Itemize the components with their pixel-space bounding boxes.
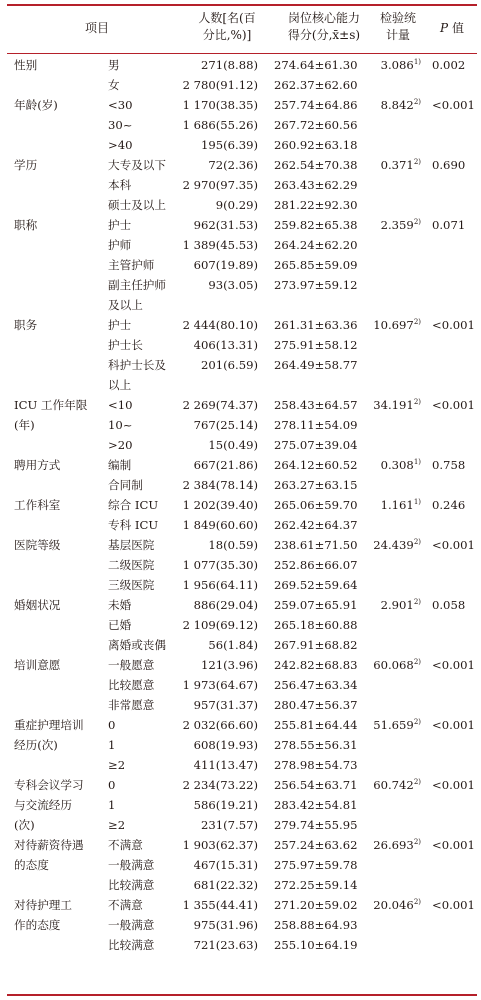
row-subgroup: 女	[108, 78, 120, 92]
row-count: 18(0.59)	[208, 538, 258, 552]
row-p-value: 0.071	[432, 218, 466, 232]
header-stat-line1: 检验统	[379, 11, 416, 25]
row-score: 264.12±60.52	[274, 458, 358, 472]
row-subgroup: 一般满意	[108, 858, 155, 872]
row-score: 265.85±59.09	[274, 258, 358, 272]
row-score: 269.52±59.64	[274, 578, 358, 592]
row-statistic: 60.742$^{2)}$	[373, 778, 421, 792]
row-subgroup: 0	[108, 778, 116, 792]
row-count: 93(3.05)	[208, 278, 258, 292]
row-count: 201(6.59)	[201, 358, 258, 372]
row-statistic: 8.842$^{2)}$	[380, 98, 421, 112]
table-row	[0, 776, 481, 795]
table-row	[0, 576, 481, 595]
row-statistic: 60.068$^{2)}$	[373, 658, 421, 672]
row-count: 975(31.96)	[193, 918, 258, 932]
table-row	[0, 876, 481, 895]
row-statistic: 24.439$^{2)}$	[373, 538, 421, 552]
row-score: 283.42±54.81	[274, 798, 358, 812]
row-score: 281.22±92.30	[274, 198, 358, 212]
row-statistic: 2.901$^{2)}$	[380, 598, 421, 612]
row-count: 406(13.31)	[193, 338, 258, 352]
row-category: 学历	[14, 158, 38, 172]
row-subgroup: 30~	[108, 118, 133, 132]
table-row	[0, 896, 481, 915]
header-count	[182, 10, 272, 44]
row-subgroup: 一般愿意	[108, 658, 155, 672]
table-row	[0, 56, 481, 75]
row-subgroup: 三级医院	[108, 578, 155, 592]
table-row	[0, 796, 481, 815]
row-count: 2 234(73.22)	[182, 778, 258, 792]
row-score: 267.72±60.56	[274, 118, 358, 132]
table-bottom-rule	[7, 994, 477, 996]
row-count: 2 444(80.10)	[182, 318, 258, 332]
header-score	[274, 10, 374, 44]
row-score: 262.54±70.38	[274, 158, 358, 172]
row-statistic-note: 2)	[413, 778, 421, 786]
row-score: 264.49±58.77	[274, 358, 358, 372]
row-subgroup: 编制	[108, 458, 132, 472]
row-subgroup: 二级医院	[108, 558, 155, 572]
row-statistic: 2.359$^{2)}$	[380, 218, 421, 232]
row-count: 962(31.53)	[193, 218, 258, 232]
header-p	[430, 20, 474, 37]
row-score: 279.74±55.95	[274, 818, 358, 832]
row-statistic: 0.371$^{2)}$	[380, 158, 421, 172]
row-score: 259.07±65.91	[274, 598, 358, 612]
table-row	[0, 316, 481, 335]
table-row	[0, 256, 481, 275]
row-category: (年)	[14, 418, 35, 432]
table-row	[0, 156, 481, 175]
row-count: 271(8.88)	[201, 58, 258, 72]
row-count: 1 973(64.67)	[182, 678, 258, 692]
table-row	[0, 536, 481, 555]
row-p-value: <0.001	[432, 318, 475, 332]
row-count: 957(31.37)	[193, 698, 258, 712]
row-count: 681(22.32)	[193, 878, 258, 892]
table-row	[0, 756, 481, 775]
table-row	[0, 276, 481, 295]
row-count: 1 903(62.37)	[182, 838, 258, 852]
row-category: ICU 工作年限	[14, 398, 88, 412]
row-statistic: 51.659$^{2)}$	[373, 718, 421, 732]
table-row	[0, 596, 481, 615]
table-row	[0, 196, 481, 215]
row-statistic: 26.693$^{2)}$	[373, 838, 421, 852]
row-category: 婚姻状况	[14, 598, 61, 612]
row-count: 2 269(74.37)	[182, 398, 258, 412]
row-subgroup: 合同制	[108, 478, 143, 492]
row-subgroup: 及以上	[108, 298, 143, 312]
row-p-value: <0.001	[432, 398, 475, 412]
row-statistic: 0.308$^{1)}$	[380, 458, 421, 472]
row-score: 262.37±62.60	[274, 78, 358, 92]
row-p-value: 0.690	[432, 158, 466, 172]
row-count: 121(3.96)	[201, 658, 258, 672]
table-row	[0, 556, 481, 575]
header-item	[62, 20, 132, 37]
row-p-value: 0.002	[432, 58, 466, 72]
row-count: 886(29.04)	[193, 598, 258, 612]
table-row	[0, 176, 481, 195]
table-row	[0, 856, 481, 875]
header-p-word: 值	[448, 21, 464, 35]
row-statistic-note: 2)	[413, 898, 421, 906]
row-category: 培训意愿	[14, 658, 61, 672]
table-row	[0, 96, 481, 115]
row-count: 608(19.93)	[193, 738, 258, 752]
row-subgroup: <30	[108, 98, 133, 112]
header-count-line1: 人数[名(百	[198, 11, 256, 25]
row-score: 272.25±59.14	[274, 878, 358, 892]
row-subgroup: 比较满意	[108, 878, 155, 892]
table-row	[0, 836, 481, 855]
header-score-line2: 得分(分,x̄±s)	[287, 28, 361, 42]
row-score: 275.07±39.04	[274, 438, 358, 452]
row-count: 767(25.14)	[193, 418, 258, 432]
row-statistic-note: 1)	[413, 498, 421, 506]
table-row	[0, 916, 481, 935]
row-subgroup: ≥2	[108, 818, 126, 832]
row-score: 252.86±66.07	[274, 558, 358, 572]
table-row	[0, 936, 481, 955]
row-category: 对待护理工	[14, 898, 72, 912]
row-subgroup: 1	[108, 798, 116, 812]
table-row	[0, 76, 481, 95]
row-statistic-note: 2)	[413, 538, 421, 546]
header-count-line2: 分比,%)]	[202, 28, 252, 42]
table-row	[0, 296, 481, 315]
row-category: 作的态度	[14, 918, 61, 932]
row-category: 专科会议学习	[14, 778, 84, 792]
row-score: 278.11±54.09	[274, 418, 358, 432]
row-subgroup: 不满意	[108, 898, 143, 912]
row-count: 467(15.31)	[193, 858, 258, 872]
row-score: 257.24±63.62	[274, 838, 358, 852]
table-row	[0, 656, 481, 675]
row-statistic: 3.086$^{1)}$	[380, 58, 421, 72]
row-score: 257.74±64.86	[274, 98, 358, 112]
row-subgroup: 护师	[108, 238, 132, 252]
table-row	[0, 476, 481, 495]
table-row	[0, 696, 481, 715]
row-score: 280.47±56.37	[274, 698, 358, 712]
row-subgroup: 综合 ICU	[108, 498, 159, 512]
row-category: 职务	[14, 318, 38, 332]
header-p-letter: P	[440, 21, 449, 35]
row-statistic-note: 2)	[413, 98, 421, 106]
row-category: (次)	[14, 818, 35, 832]
row-score: 256.47±63.34	[274, 678, 358, 692]
row-statistic-note: 2)	[413, 598, 421, 606]
row-subgroup: 一般满意	[108, 918, 155, 932]
row-subgroup: 科护士长及	[108, 358, 166, 372]
row-subgroup: ≥2	[108, 758, 126, 772]
row-statistic-note: 1)	[413, 58, 421, 66]
row-subgroup: 护士	[108, 218, 132, 232]
row-p-value: <0.001	[432, 538, 475, 552]
table-row	[0, 116, 481, 135]
row-score: 242.82±68.83	[274, 658, 358, 672]
row-score: 255.10±64.19	[274, 938, 358, 952]
row-subgroup: 未婚	[108, 598, 132, 612]
row-statistic-note: 2)	[413, 218, 421, 226]
row-p-value: 0.758	[432, 458, 466, 472]
row-count: 667(21.86)	[193, 458, 258, 472]
row-score: 265.18±60.88	[274, 618, 358, 632]
row-subgroup: 副主任护师	[108, 278, 166, 292]
row-category: 对待薪资待遇	[14, 838, 84, 852]
row-category: 年龄(岁)	[14, 98, 58, 112]
row-p-value: <0.001	[432, 898, 475, 912]
row-subgroup: 本科	[108, 178, 132, 192]
row-subgroup: 护士	[108, 318, 132, 332]
row-statistic: 34.191$^{2)}$	[373, 398, 421, 412]
row-category: 聘用方式	[14, 458, 61, 472]
row-statistic-note: 2)	[413, 718, 421, 726]
row-statistic-note: 2)	[413, 158, 421, 166]
row-subgroup: >20	[108, 438, 133, 452]
row-score: 261.31±63.36	[274, 318, 358, 332]
row-count: 1 355(44.41)	[182, 898, 258, 912]
row-p-value: <0.001	[432, 718, 475, 732]
row-count: 1 077(35.30)	[182, 558, 258, 572]
row-count: 586(19.21)	[193, 798, 258, 812]
row-subgroup: 基层医院	[108, 538, 155, 552]
table-row	[0, 356, 481, 375]
row-p-value: 0.058	[432, 598, 466, 612]
row-count: 1 849(60.60)	[182, 518, 258, 532]
table-top-rule	[7, 4, 477, 6]
row-statistic: 10.697$^{2)}$	[373, 318, 421, 332]
row-p-value: <0.001	[432, 778, 475, 792]
row-score: 271.20±59.02	[274, 898, 358, 912]
row-score: 238.61±71.50	[274, 538, 358, 552]
row-statistic: 1.161$^{1)}$	[380, 498, 421, 512]
row-subgroup: 离婚或丧偶	[108, 638, 166, 652]
row-count: 15(0.49)	[208, 438, 258, 452]
row-subgroup: 以上	[108, 378, 132, 392]
row-category: 职称	[14, 218, 38, 232]
row-subgroup: 10~	[108, 418, 133, 432]
row-score: 262.42±64.37	[274, 518, 358, 532]
table-row	[0, 716, 481, 735]
table-row	[0, 736, 481, 755]
row-count: 1 956(64.11)	[182, 578, 258, 592]
row-category: 经历(次)	[14, 738, 58, 752]
row-score: 273.97±59.12	[274, 278, 358, 292]
row-count: 1 686(55.26)	[182, 118, 258, 132]
row-statistic-note: 2)	[413, 398, 421, 406]
table-row	[0, 816, 481, 835]
row-subgroup: >40	[108, 138, 133, 152]
row-score: 274.64±61.30	[274, 58, 358, 72]
row-score: 255.81±64.44	[274, 718, 358, 732]
row-count: 721(23.63)	[193, 938, 258, 952]
row-score: 264.24±62.20	[274, 238, 358, 252]
row-subgroup: 专科 ICU	[108, 518, 159, 532]
row-subgroup: 0	[108, 718, 116, 732]
row-statistic-note: 1)	[413, 458, 421, 466]
row-subgroup: 主管护师	[108, 258, 155, 272]
row-category: 医院等级	[14, 538, 61, 552]
table-row	[0, 216, 481, 235]
row-p-value: <0.001	[432, 98, 475, 112]
table-row	[0, 456, 481, 475]
table-row	[0, 376, 481, 395]
header-stat-line2: 计量	[385, 28, 410, 42]
row-score: 256.54±63.71	[274, 778, 358, 792]
row-count: 72(2.36)	[208, 158, 258, 172]
row-count: 231(7.57)	[201, 818, 258, 832]
table-row	[0, 616, 481, 635]
row-score: 275.91±58.12	[274, 338, 358, 352]
row-score: 259.82±65.38	[274, 218, 358, 232]
row-subgroup: 大专及以下	[108, 158, 166, 172]
row-statistic: 20.046$^{2)}$	[373, 898, 421, 912]
row-count: 1 389(45.53)	[182, 238, 258, 252]
row-subgroup: 非常愿意	[108, 698, 155, 712]
row-score: 275.97±59.78	[274, 858, 358, 872]
header-item-label: 项目	[84, 21, 109, 35]
row-count: 2 970(97.35)	[182, 178, 258, 192]
row-statistic-note: 2)	[413, 658, 421, 666]
row-count: 195(6.39)	[201, 138, 258, 152]
row-score: 265.06±59.70	[274, 498, 358, 512]
table-row	[0, 136, 481, 155]
row-count: 1 170(38.35)	[182, 98, 258, 112]
row-score: 278.55±56.31	[274, 738, 358, 752]
row-category: 工作科室	[14, 498, 61, 512]
row-count: 2 780(91.12)	[182, 78, 258, 92]
row-subgroup: 硕士及以上	[108, 198, 166, 212]
table-row	[0, 236, 481, 255]
row-score: 260.92±63.18	[274, 138, 358, 152]
header-score-line1: 岗位核心能力	[287, 11, 360, 25]
table-row	[0, 516, 481, 535]
table-header-rule	[7, 53, 477, 54]
header-stat	[370, 10, 426, 44]
row-count: 1 202(39.40)	[182, 498, 258, 512]
row-p-value: <0.001	[432, 658, 475, 672]
row-subgroup: <10	[108, 398, 133, 412]
row-statistic-note: 2)	[413, 838, 421, 846]
row-subgroup: 比较愿意	[108, 678, 155, 692]
table-row	[0, 496, 481, 515]
table-row	[0, 416, 481, 435]
row-statistic-note: 2)	[413, 318, 421, 326]
row-category: 重症护理培训	[14, 718, 84, 732]
row-count: 2 109(69.12)	[182, 618, 258, 632]
table-row	[0, 636, 481, 655]
row-count: 56(1.84)	[208, 638, 258, 652]
row-count: 607(19.89)	[193, 258, 258, 272]
row-score: 278.98±54.73	[274, 758, 358, 772]
row-subgroup: 不满意	[108, 838, 143, 852]
table-row	[0, 436, 481, 455]
row-score: 267.91±68.82	[274, 638, 358, 652]
row-score: 263.27±63.15	[274, 478, 358, 492]
row-count: 2 384(78.14)	[182, 478, 258, 492]
row-subgroup: 1	[108, 738, 116, 752]
row-score: 263.43±62.29	[274, 178, 358, 192]
row-category: 与交流经历	[14, 798, 72, 812]
row-category: 性别	[14, 58, 38, 72]
row-count: 411(13.47)	[193, 758, 258, 772]
row-count: 2 032(66.60)	[182, 718, 258, 732]
row-subgroup: 比较满意	[108, 938, 155, 952]
row-score: 258.43±64.57	[274, 398, 358, 412]
row-subgroup: 已婚	[108, 618, 132, 632]
row-subgroup: 护士长	[108, 338, 143, 352]
row-count: 9(0.29)	[215, 198, 258, 212]
table-row	[0, 676, 481, 695]
row-p-value: <0.001	[432, 838, 475, 852]
row-p-value: 0.246	[432, 498, 466, 512]
row-subgroup: 男	[108, 58, 120, 72]
row-score: 258.88±64.93	[274, 918, 358, 932]
table-row	[0, 336, 481, 355]
table-row	[0, 396, 481, 415]
row-category: 的态度	[14, 858, 49, 872]
